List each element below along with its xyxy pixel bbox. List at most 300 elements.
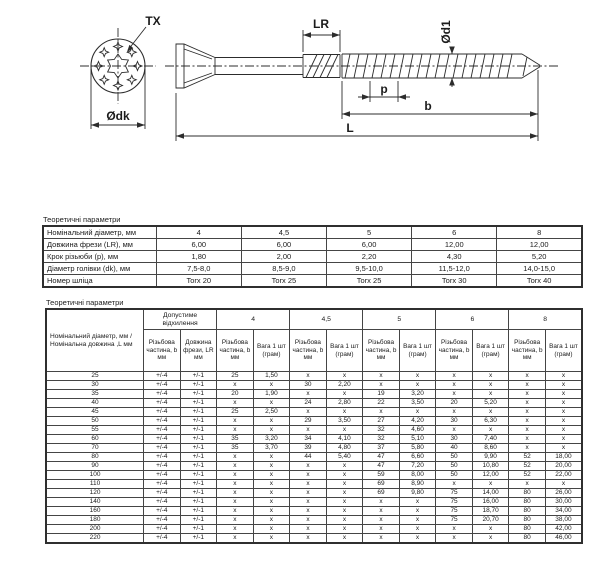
dimension-lr <box>303 17 340 52</box>
t2-value-cell: 80 <box>509 498 546 507</box>
dim-arrowhead <box>530 133 538 139</box>
t1-value-cell: 8,5-9,0 <box>241 263 326 275</box>
t2-value-cell: 69 <box>363 480 400 489</box>
t1-value-cell: Torx 30 <box>412 275 497 288</box>
t2-subheader-cell: Різьбова частина, b мм <box>144 330 181 372</box>
t1-value-cell: 4,5 <box>241 226 326 239</box>
t2-value-cell: x <box>545 417 582 426</box>
t2-value-cell: 32 <box>363 426 400 435</box>
t2-value-cell: x <box>326 426 363 435</box>
t1-value-cell: 12,00 <box>497 239 582 251</box>
t2-value-cell: x <box>217 453 254 462</box>
t2-value-cell: x <box>253 516 290 525</box>
t2-value-cell: x <box>253 399 290 408</box>
t2-value-cell: +/-4 <box>144 462 181 471</box>
t2-value-cell: 42,00 <box>545 525 582 534</box>
t1-row-label: Номінальний діаметр, мм <box>43 226 156 239</box>
t2-value-cell: x <box>509 390 546 399</box>
t2-value-cell: x <box>217 489 254 498</box>
t2-first-col-header: Номінальний діаметр, мм / Номінальна довжина ,L мм <box>46 309 144 372</box>
t2-value-cell: x <box>326 534 363 544</box>
t1-value-cell: 7,5-8,0 <box>156 263 241 275</box>
t2-value-cell: x <box>217 525 254 534</box>
milling-pocket-icon <box>100 75 109 84</box>
t2-row <box>46 489 582 498</box>
t2-value-cell: 59 <box>363 471 400 480</box>
t2-subheader-cell: Різьбова частина, b мм <box>363 330 400 372</box>
screw-side-view <box>165 44 560 88</box>
t2-group-header-row <box>46 309 582 330</box>
t2-value-cell: 37 <box>363 444 400 453</box>
t2-value-cell: 46,00 <box>545 534 582 544</box>
t2-value-cell: 8,00 <box>399 471 436 480</box>
t2-value-cell: 29 <box>290 417 327 426</box>
dim-arrowhead <box>449 78 455 86</box>
t2-value-cell: x <box>399 507 436 516</box>
t2-row <box>46 381 582 390</box>
t2-value-cell: x <box>509 372 546 381</box>
label-tx: TX <box>145 14 161 28</box>
t2-value-cell: 80 <box>509 489 546 498</box>
t2-row <box>46 498 582 507</box>
t2-row <box>46 480 582 489</box>
t2-value-cell: x <box>509 480 546 489</box>
t1-value-cell: 5,20 <box>497 251 582 263</box>
t2-value-cell: x <box>509 435 546 444</box>
t1-value-cell: 6 <box>412 226 497 239</box>
t2-value-cell: x <box>545 399 582 408</box>
t2-value-cell: 30 <box>436 417 473 426</box>
t2-value-cell: +/-4 <box>144 408 181 417</box>
t2-value-cell: +/-1 <box>180 525 217 534</box>
t2-value-cell: 2,50 <box>253 408 290 417</box>
t2-value-cell: 5,20 <box>472 399 509 408</box>
t2-value-cell: x <box>545 426 582 435</box>
t2-row <box>46 417 582 426</box>
t2-value-cell: x <box>363 408 400 417</box>
t2-value-cell: 25 <box>217 408 254 417</box>
t2-value-cell: x <box>509 426 546 435</box>
t2-value-cell: x <box>399 408 436 417</box>
t2-value-cell: 26,00 <box>545 489 582 498</box>
dim-arrowhead <box>398 94 406 100</box>
t2-value-cell: x <box>217 498 254 507</box>
t1-value-cell: Torx 25 <box>327 275 412 288</box>
t2-value-cell: 18,70 <box>472 507 509 516</box>
t2-length-cell: 220 <box>46 534 144 544</box>
t2-value-cell: 30 <box>290 381 327 390</box>
t2-value-cell: x <box>399 525 436 534</box>
t2-row <box>46 390 582 399</box>
t2-value-cell: 20 <box>436 399 473 408</box>
dim-arrowhead <box>137 122 145 128</box>
t2-value-cell: +/-1 <box>180 390 217 399</box>
t2-value-cell: x <box>472 534 509 544</box>
label-l: L <box>346 121 354 135</box>
t2-subheader-cell: Вага 1 шт (грам) <box>253 330 290 372</box>
t2-value-cell: +/-1 <box>180 426 217 435</box>
t2-value-cell: x <box>217 534 254 544</box>
t2-length-cell: 80 <box>46 453 144 462</box>
t2-value-cell: x <box>363 381 400 390</box>
t2-value-cell: x <box>436 381 473 390</box>
t2-value-cell: 20,00 <box>545 462 582 471</box>
t2-value-cell: x <box>290 498 327 507</box>
t2-value-cell: +/-1 <box>180 408 217 417</box>
t2-subheader-cell: Вага 1 шт (грам) <box>399 330 436 372</box>
t2-value-cell: x <box>217 381 254 390</box>
t2-subheader-cell: Різьбова частина, b мм <box>217 330 254 372</box>
t2-value-cell: +/-4 <box>144 471 181 480</box>
t2-value-cell: 52 <box>509 471 546 480</box>
t2-value-cell: x <box>290 480 327 489</box>
t2-value-cell: +/-4 <box>144 516 181 525</box>
t2-value-cell: +/-1 <box>180 489 217 498</box>
t2-row <box>46 426 582 435</box>
t2-length-cell: 55 <box>46 426 144 435</box>
t2-value-cell: 38,00 <box>545 516 582 525</box>
t1-value-cell: 6,00 <box>241 239 326 251</box>
dimension-p <box>358 81 410 102</box>
t2-diameter-group-header: 8 <box>509 309 582 330</box>
t2-value-cell: x <box>217 417 254 426</box>
t2-value-cell: +/-1 <box>180 507 217 516</box>
t2-value-cell: x <box>545 390 582 399</box>
t1-value-cell: 6,00 <box>327 239 412 251</box>
t2-value-cell: x <box>363 534 400 544</box>
t2-value-cell: 50 <box>436 462 473 471</box>
t2-value-cell: x <box>253 534 290 544</box>
dimension-b <box>342 81 538 119</box>
t2-value-cell: x <box>290 534 327 544</box>
tx-callout <box>127 14 161 52</box>
theoretical-parameters-table-1 <box>42 215 583 288</box>
t2-length-cell: 60 <box>46 435 144 444</box>
t2-subheader-cell: Різьбова частина, b мм <box>290 330 327 372</box>
t2-value-cell: x <box>326 516 363 525</box>
t1-value-cell: 8 <box>497 226 582 239</box>
t2-value-cell: x <box>436 390 473 399</box>
t2-diameter-group-header: 5 <box>363 309 436 330</box>
t2-value-cell: 69 <box>363 489 400 498</box>
t2-length-cell: 180 <box>46 516 144 525</box>
t2-value-cell: 52 <box>509 453 546 462</box>
t2-value-cell: 30,00 <box>545 498 582 507</box>
t2-row <box>46 399 582 408</box>
table2-title: Теоретичні параметри <box>46 298 124 307</box>
t2-value-cell: x <box>363 372 400 381</box>
t2-value-cell: 14,00 <box>472 489 509 498</box>
t1-row-label: Крок різьюби (р), мм <box>43 251 156 263</box>
t2-value-cell: x <box>253 471 290 480</box>
t2-value-cell: +/-1 <box>180 498 217 507</box>
t2-value-cell: 5,40 <box>326 453 363 462</box>
t2-value-cell: x <box>545 444 582 453</box>
t2-value-cell: x <box>290 489 327 498</box>
t2-row <box>46 507 582 516</box>
t2-value-cell: x <box>472 381 509 390</box>
t2-value-cell: x <box>326 390 363 399</box>
t2-row <box>46 462 582 471</box>
t2-value-cell: x <box>363 507 400 516</box>
t1-row <box>43 226 582 239</box>
t1-value-cell: 14,0-15,0 <box>497 263 582 275</box>
t1-row <box>43 275 582 288</box>
t1-value-cell: Torx 25 <box>241 275 326 288</box>
t2-value-cell: x <box>472 372 509 381</box>
t2-value-cell: +/-4 <box>144 453 181 462</box>
t2-value-cell: x <box>253 462 290 471</box>
dim-arrowhead <box>342 111 350 117</box>
t2-value-cell: x <box>290 462 327 471</box>
t2-value-cell: x <box>545 480 582 489</box>
t2-value-cell: x <box>253 498 290 507</box>
t2-value-cell: 9,80 <box>399 489 436 498</box>
t2-value-cell: x <box>472 480 509 489</box>
t2-subheader-cell: Довжина фрези, LR мм <box>180 330 217 372</box>
t2-length-cell: 110 <box>46 480 144 489</box>
t2-value-cell: 22 <box>363 399 400 408</box>
t2-value-cell: 75 <box>436 507 473 516</box>
t2-value-cell: x <box>436 525 473 534</box>
t2-value-cell: x <box>545 381 582 390</box>
t2-value-cell: x <box>472 408 509 417</box>
t2-tolerance-group-header: Допустиме відхилення <box>144 309 217 330</box>
t2-length-cell: 70 <box>46 444 144 453</box>
t2-value-cell: 19 <box>363 390 400 399</box>
t2-subheader-cell: Вага 1 шт (грам) <box>545 330 582 372</box>
t2-length-cell: 35 <box>46 390 144 399</box>
t2-value-cell: 2,20 <box>326 381 363 390</box>
t2-value-cell: 20,70 <box>472 516 509 525</box>
dimension-d1 <box>439 20 455 87</box>
t2-value-cell: 44 <box>290 453 327 462</box>
dim-arrowhead <box>332 32 340 38</box>
t2-value-cell: x <box>217 399 254 408</box>
t2-value-cell: +/-1 <box>180 417 217 426</box>
t1-value-cell: 12,00 <box>412 239 497 251</box>
t2-value-cell: x <box>436 426 473 435</box>
dimension-l <box>176 70 538 141</box>
t1-row <box>43 239 582 251</box>
t2-row <box>46 453 582 462</box>
t2-value-cell: x <box>472 390 509 399</box>
t2-value-cell: x <box>290 525 327 534</box>
t1-value-cell: 11,5-12,0 <box>412 263 497 275</box>
t2-value-cell: x <box>326 489 363 498</box>
t2-value-cell: x <box>509 381 546 390</box>
t2-value-cell: x <box>217 507 254 516</box>
t2-row <box>46 516 582 525</box>
t2-value-cell: 7,40 <box>472 435 509 444</box>
t2-length-cell: 40 <box>46 399 144 408</box>
t2-row <box>46 372 582 381</box>
t2-value-cell: +/-1 <box>180 372 217 381</box>
t2-value-cell: x <box>253 489 290 498</box>
t2-value-cell: x <box>290 390 327 399</box>
t2-value-cell: x <box>217 516 254 525</box>
t2-value-cell: 1,50 <box>253 372 290 381</box>
t1-row-label: Діаметр голівки (dk), мм <box>43 263 156 275</box>
t2-value-cell: x <box>290 471 327 480</box>
t2-row <box>46 471 582 480</box>
t2-value-cell: x <box>436 480 473 489</box>
t2-value-cell: 10,80 <box>472 462 509 471</box>
t2-value-cell: 75 <box>436 516 473 525</box>
t2-value-cell: x <box>436 372 473 381</box>
t2-value-cell: x <box>399 516 436 525</box>
t2-value-cell: x <box>253 426 290 435</box>
t2-value-cell: x <box>290 516 327 525</box>
t2-value-cell: 4,80 <box>326 444 363 453</box>
t1-value-cell: 2,20 <box>327 251 412 263</box>
t2-value-cell: 80 <box>509 516 546 525</box>
t2-value-cell: +/-1 <box>180 471 217 480</box>
t2-length-cell: 30 <box>46 381 144 390</box>
t2-value-cell: 35 <box>217 435 254 444</box>
t2-value-cell: +/-1 <box>180 534 217 544</box>
t2-value-cell: x <box>217 471 254 480</box>
t2-value-cell: +/-1 <box>180 381 217 390</box>
t2-value-cell: x <box>290 426 327 435</box>
t2-value-cell: x <box>290 507 327 516</box>
t2-value-cell: x <box>472 426 509 435</box>
t2-value-cell: 5,10 <box>399 435 436 444</box>
t2-value-cell: 20 <box>217 390 254 399</box>
label-d1: Ød1 <box>439 20 453 44</box>
t2-diameter-group-header: 4 <box>217 309 290 330</box>
t2-value-cell: 2,80 <box>326 399 363 408</box>
t1-value-cell: 9,5-10,0 <box>327 263 412 275</box>
t2-length-cell: 140 <box>46 498 144 507</box>
t2-value-cell: 9,90 <box>472 453 509 462</box>
t2-value-cell: +/-4 <box>144 525 181 534</box>
t2-value-cell: 1,90 <box>253 390 290 399</box>
t2-value-cell: +/-4 <box>144 507 181 516</box>
t2-value-cell: x <box>253 507 290 516</box>
t2-value-cell: x <box>217 480 254 489</box>
t2-value-cell: x <box>399 381 436 390</box>
t2-value-cell: x <box>253 525 290 534</box>
t2-row <box>46 408 582 417</box>
t2-value-cell: +/-4 <box>144 390 181 399</box>
t2-value-cell: x <box>509 417 546 426</box>
t2-value-cell: x <box>217 462 254 471</box>
t2-subheader-cell: Вага 1 шт (грам) <box>326 330 363 372</box>
t2-value-cell: x <box>545 408 582 417</box>
t2-value-cell: 30 <box>436 435 473 444</box>
t2-value-cell: 3,20 <box>253 435 290 444</box>
t2-value-cell: x <box>399 372 436 381</box>
t2-value-cell: +/-4 <box>144 480 181 489</box>
t2-value-cell: 4,10 <box>326 435 363 444</box>
t2-value-cell: 3,50 <box>326 417 363 426</box>
t2-value-cell: x <box>326 462 363 471</box>
label-p: p <box>380 82 388 96</box>
t2-value-cell: 50 <box>436 471 473 480</box>
table1 <box>42 225 583 288</box>
t2-value-cell: 25 <box>217 372 254 381</box>
t2-value-cell: x <box>326 525 363 534</box>
t2-value-cell: x <box>509 444 546 453</box>
t2-value-cell: x <box>472 525 509 534</box>
t2-value-cell: 40 <box>436 444 473 453</box>
t2-value-cell: 3,20 <box>399 390 436 399</box>
t2-row <box>46 435 582 444</box>
t2-value-cell: +/-4 <box>144 498 181 507</box>
t2-length-cell: 50 <box>46 417 144 426</box>
t2-value-cell: x <box>399 498 436 507</box>
t1-value-cell: Torx 40 <box>497 275 582 288</box>
screw-technical-drawing <box>0 2 600 152</box>
t2-value-cell: x <box>253 381 290 390</box>
t1-value-cell: 4 <box>156 226 241 239</box>
t2-value-cell: +/-4 <box>144 381 181 390</box>
t2-value-cell: +/-4 <box>144 372 181 381</box>
t2-length-cell: 200 <box>46 525 144 534</box>
t1-row <box>43 263 582 275</box>
t2-value-cell: 16,00 <box>472 498 509 507</box>
dim-arrowhead <box>530 111 538 117</box>
t2-length-cell: 160 <box>46 507 144 516</box>
t2-value-cell: 39 <box>290 444 327 453</box>
t2-value-cell: 80 <box>509 507 546 516</box>
t2-value-cell: +/-4 <box>144 489 181 498</box>
t2-value-cell: 32 <box>363 435 400 444</box>
t2-value-cell: 47 <box>363 453 400 462</box>
t2-value-cell: +/-1 <box>180 453 217 462</box>
t2-value-cell: x <box>509 408 546 417</box>
t2-value-cell: 6,60 <box>399 453 436 462</box>
t1-row-label: Номер шліца <box>43 275 156 288</box>
t2-value-cell: 34,00 <box>545 507 582 516</box>
t2-row <box>46 444 582 453</box>
t2-value-cell: 8,60 <box>472 444 509 453</box>
t2-row <box>46 534 582 544</box>
t1-row <box>43 251 582 263</box>
dim-arrowhead <box>176 133 184 139</box>
t2-row <box>46 525 582 534</box>
t2-subheader-cell: Різьбова частина, b мм <box>436 330 473 372</box>
t2-value-cell: x <box>509 399 546 408</box>
t2-value-cell: x <box>326 498 363 507</box>
t2-value-cell: 80 <box>509 534 546 544</box>
t2-subheader-cell: Різьбова частина, b мм <box>509 330 546 372</box>
t1-value-cell: 4,30 <box>412 251 497 263</box>
dim-arrowhead <box>91 122 99 128</box>
t2-value-cell: 75 <box>436 489 473 498</box>
t2-value-cell: x <box>436 534 473 544</box>
t2-value-cell: 47 <box>363 462 400 471</box>
t2-value-cell: +/-4 <box>144 435 181 444</box>
dim-arrowhead <box>362 94 370 100</box>
t2-value-cell: +/-4 <box>144 417 181 426</box>
t2-value-cell: x <box>436 408 473 417</box>
t2-value-cell: 4,60 <box>399 426 436 435</box>
t2-value-cell: +/-4 <box>144 534 181 544</box>
t2-value-cell: x <box>326 471 363 480</box>
t1-value-cell: Torx 20 <box>156 275 241 288</box>
t2-length-cell: 45 <box>46 408 144 417</box>
t2-value-cell: +/-4 <box>144 426 181 435</box>
t2-value-cell: 27 <box>363 417 400 426</box>
t1-value-cell: 6,00 <box>156 239 241 251</box>
t2-value-cell: 35 <box>217 444 254 453</box>
t2-value-cell: 50 <box>436 453 473 462</box>
t2-value-cell: 7,20 <box>399 462 436 471</box>
table2 <box>45 308 583 544</box>
t2-length-cell: 25 <box>46 372 144 381</box>
